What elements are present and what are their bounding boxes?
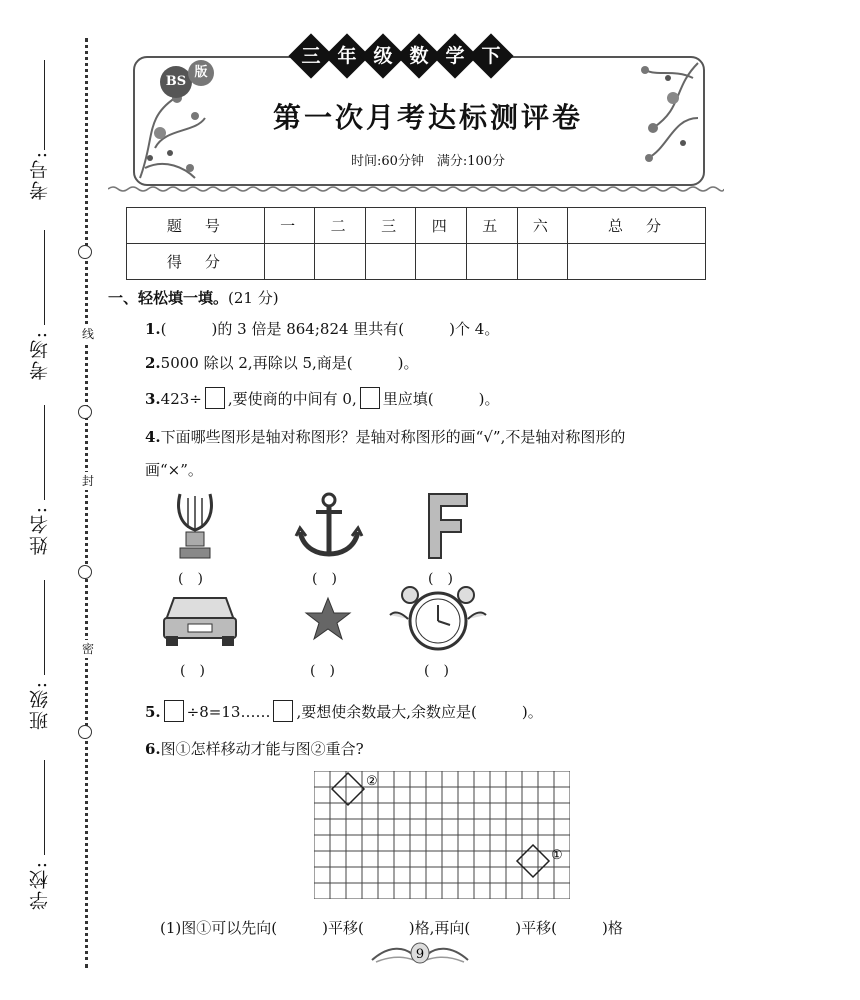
score-input-cell[interactable]	[264, 244, 315, 280]
figure-2-label: ②	[366, 774, 378, 789]
question-text: 图①怎样移动才能与图②重合?	[160, 740, 364, 758]
question-text: 423÷	[160, 390, 202, 408]
lyre-figure	[172, 490, 218, 562]
grade-char: 下	[468, 33, 513, 78]
letter-f-figure	[425, 492, 471, 560]
table-cell: 一	[264, 208, 315, 244]
score-input-cell[interactable]	[568, 244, 706, 280]
question-3	[145, 387, 499, 409]
figure-1-label: ①	[551, 848, 563, 863]
name-line	[44, 405, 45, 500]
table-cell: 三	[365, 208, 416, 244]
time-score-info: 时间:60分钟 满分:100分	[350, 154, 506, 169]
section-title: 一、轻松填一填。	[108, 289, 229, 307]
anchor-figure	[294, 492, 364, 560]
cut-mark-feng: 封	[82, 474, 95, 488]
question-text[interactable]: ( )的 3 倍是 864;824 里共有( )个 4。	[160, 320, 500, 338]
exam-number-line	[44, 60, 45, 150]
page-number-ornament	[370, 940, 470, 966]
question-number: 1.	[145, 320, 161, 338]
binding-hole	[78, 565, 92, 579]
grade-char: 年	[324, 33, 369, 78]
answer-paren[interactable]: ( )	[310, 663, 335, 679]
answer-paren[interactable]: ( )	[180, 663, 205, 679]
question-6	[145, 738, 364, 759]
grade-char: 学	[432, 33, 477, 78]
table-cell: 题 号	[127, 208, 265, 244]
table-cell: 二	[315, 208, 366, 244]
name-label: 姓名:	[29, 505, 51, 556]
score-input-cell[interactable]	[467, 244, 518, 280]
question-text[interactable]: ,要想使余数最大,余数应是( )。	[296, 703, 543, 721]
section-points: (21 分)	[228, 289, 279, 307]
wavy-divider	[108, 185, 724, 193]
question-text[interactable]: 5000 除以 2,再除以 5,商是( )。	[160, 354, 419, 372]
cut-mark-xian: 线	[82, 327, 95, 341]
star-figure	[304, 596, 352, 642]
grade-subject-heading	[295, 40, 507, 72]
question-4-line2: 画“×”。	[145, 461, 203, 479]
question-4	[145, 426, 625, 447]
school-line	[44, 760, 45, 855]
binding-hole	[78, 725, 92, 739]
question-text: 下面哪些图形是轴对称图形？是轴对称图形的画“√”,不是轴对称图形的	[160, 428, 626, 446]
edition-badge: BS	[160, 66, 192, 98]
translation-grid	[314, 771, 570, 903]
table-row	[127, 244, 706, 280]
table-cell: 五	[467, 208, 518, 244]
class-line	[44, 580, 45, 675]
answer-paren[interactable]: ( )	[424, 663, 449, 679]
score-input-cell[interactable]	[416, 244, 467, 280]
question-text: ,要使商的中间有 0,	[227, 390, 357, 408]
table-cell: 总 分	[568, 208, 706, 244]
page-number: 9	[415, 947, 425, 962]
answer-box[interactable]	[360, 387, 380, 409]
question-number: 5.	[145, 703, 161, 721]
question-1	[145, 318, 499, 339]
figure-2-square	[332, 773, 364, 805]
question-number: 3.	[145, 390, 161, 408]
car-figure	[160, 590, 240, 648]
question-2	[145, 352, 418, 373]
edition-badge-ver: 版	[188, 60, 214, 86]
table-cell: 六	[517, 208, 568, 244]
school-label: 学校:	[29, 860, 51, 911]
table-cell: 得 分	[127, 244, 265, 280]
answer-paren[interactable]: ( )	[178, 571, 203, 587]
score-table	[126, 207, 706, 280]
answer-box[interactable]	[205, 387, 225, 409]
page-title: 第一次月考达标测评卷	[272, 101, 583, 134]
question-number: 4.	[145, 428, 161, 446]
table-row	[127, 208, 706, 244]
score-input-cell[interactable]	[315, 244, 366, 280]
exam-room-label: 考场:	[29, 330, 51, 381]
binding-dotted-line	[85, 38, 88, 968]
binding-hole	[78, 245, 92, 259]
answer-paren[interactable]: ( )	[312, 571, 337, 587]
score-input-cell[interactable]	[517, 244, 568, 280]
question-number: 2.	[145, 354, 161, 372]
answer-box[interactable]	[164, 700, 184, 722]
answer-paren[interactable]: ( )	[428, 571, 453, 587]
grid-lines	[314, 771, 570, 899]
question-text[interactable]: 里应填( )。	[382, 390, 500, 408]
table-cell: 四	[416, 208, 467, 244]
question-text: ÷8=13……	[186, 703, 271, 721]
exam-number-label: 考号:	[29, 150, 51, 201]
class-label: 班级:	[29, 680, 51, 731]
section-heading	[108, 287, 279, 308]
grade-char: 三	[288, 33, 333, 78]
binding-hole	[78, 405, 92, 419]
exam-room-line	[44, 230, 45, 325]
question-6-sub1[interactable]: (1)图①可以先向( )平移( )格,再向( )平移( )格	[160, 919, 623, 937]
answer-box[interactable]	[273, 700, 293, 722]
question-number: 6.	[145, 740, 161, 758]
question-5	[145, 700, 543, 722]
grade-char: 级	[360, 33, 405, 78]
clock-figure	[386, 585, 490, 653]
grade-char: 数	[396, 33, 441, 78]
cut-mark-mi: 密	[82, 642, 95, 656]
score-input-cell[interactable]	[365, 244, 416, 280]
grid-svg	[314, 771, 570, 899]
